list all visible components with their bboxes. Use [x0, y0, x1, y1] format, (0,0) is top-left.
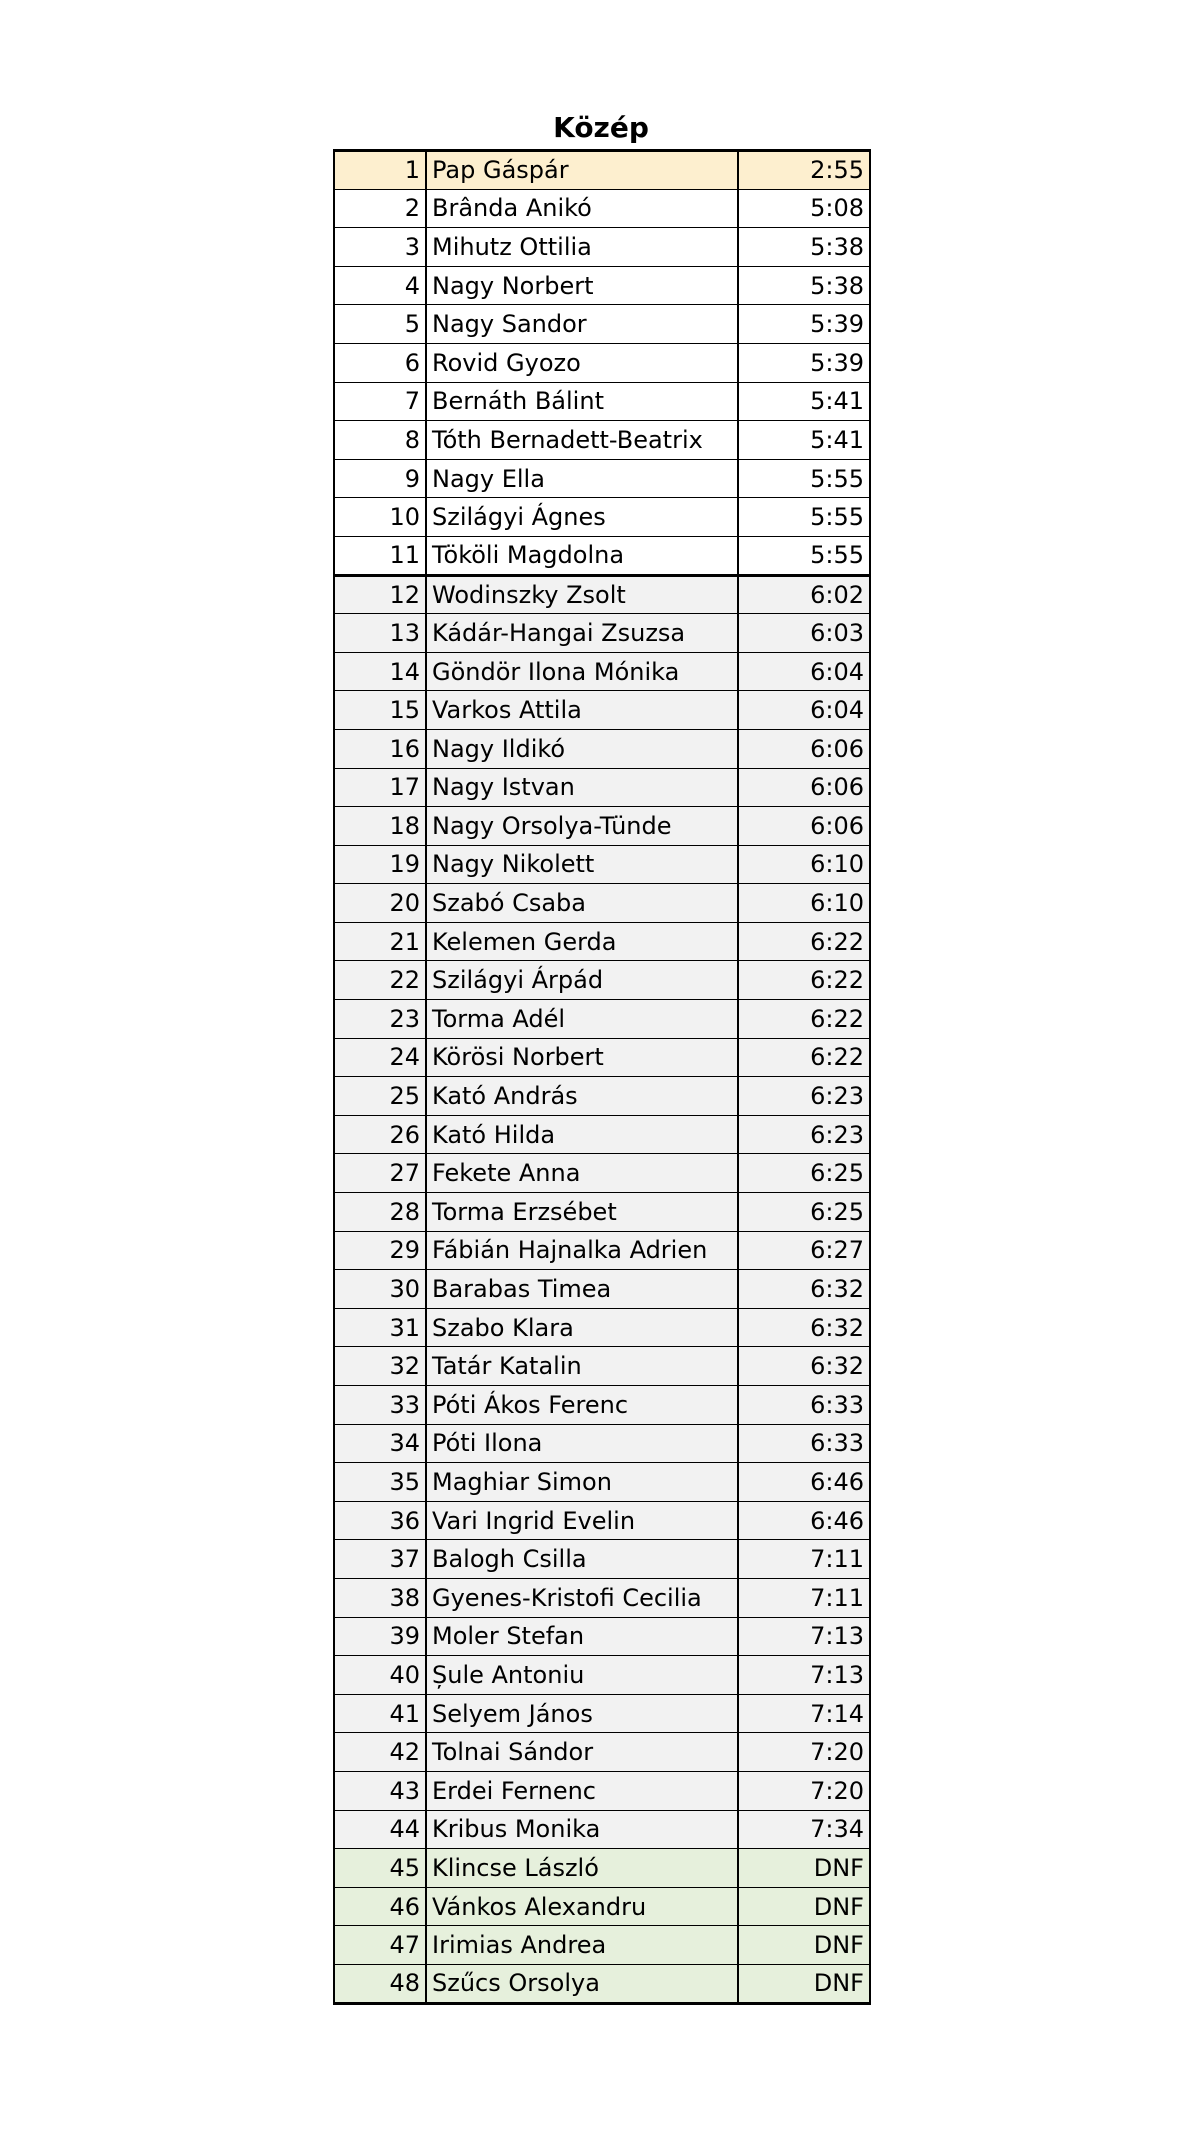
rank-cell: 41 — [334, 1694, 426, 1733]
name-cell: Vánkos Alexandru — [426, 1887, 738, 1926]
name-cell: Göndör Ilona Mónika — [426, 652, 738, 691]
time-cell: 6:06 — [738, 807, 870, 846]
time-cell: 6:10 — [738, 845, 870, 884]
name-cell: Gyenes-Kristofi Cecilia — [426, 1578, 738, 1617]
name-cell: Póti Ákos Ferenc — [426, 1386, 738, 1425]
time-cell: 6:46 — [738, 1463, 870, 1502]
rank-cell: 43 — [334, 1771, 426, 1810]
name-cell: Irimias Andrea — [426, 1926, 738, 1965]
rank-cell: 3 — [334, 228, 426, 267]
rank-cell: 2 — [334, 189, 426, 228]
time-cell: 5:08 — [738, 189, 870, 228]
rank-cell: 28 — [334, 1193, 426, 1232]
time-cell: 5:39 — [738, 305, 870, 344]
time-cell: 6:04 — [738, 691, 870, 730]
table-row — [334, 575, 870, 614]
rank-cell: 35 — [334, 1463, 426, 1502]
name-cell: Kató Hilda — [426, 1115, 738, 1154]
time-cell: 5:38 — [738, 266, 870, 305]
rank-cell: 39 — [334, 1617, 426, 1656]
rank-cell: 46 — [334, 1887, 426, 1926]
rank-cell: 8 — [334, 421, 426, 460]
table-row — [334, 151, 870, 190]
table-row — [334, 1617, 870, 1656]
time-cell: 7:11 — [738, 1578, 870, 1617]
name-cell: Torma Erzsébet — [426, 1193, 738, 1232]
rank-cell: 45 — [334, 1849, 426, 1888]
table-row — [334, 884, 870, 923]
name-cell: Nagy Istvan — [426, 768, 738, 807]
rank-cell: 9 — [334, 459, 426, 498]
table-row — [334, 1926, 870, 1965]
name-cell: Mihutz Ottilia — [426, 228, 738, 267]
table-row — [334, 922, 870, 961]
rank-cell: 20 — [334, 884, 426, 923]
table-row — [334, 1849, 870, 1888]
name-cell: Szilágyi Ágnes — [426, 498, 738, 537]
name-cell: Kádár-Hangai Zsuzsa — [426, 614, 738, 653]
table-row — [334, 1115, 870, 1154]
time-cell: 7:14 — [738, 1694, 870, 1733]
name-cell: Póti Ilona — [426, 1424, 738, 1463]
table-row — [334, 1540, 870, 1579]
rank-cell: 13 — [334, 614, 426, 653]
name-cell: Tóth Bernadett-Beatrix — [426, 421, 738, 460]
table-row — [334, 807, 870, 846]
time-cell: 6:06 — [738, 729, 870, 768]
time-cell: DNF — [738, 1926, 870, 1965]
time-cell: 6:22 — [738, 922, 870, 961]
name-cell: Szabo Klara — [426, 1308, 738, 1347]
name-cell: Kató András — [426, 1077, 738, 1116]
table-row — [334, 536, 870, 575]
table-row — [334, 343, 870, 382]
time-cell: 5:41 — [738, 382, 870, 421]
table-row — [334, 1463, 870, 1502]
name-cell: Szabó Csaba — [426, 884, 738, 923]
rank-cell: 18 — [334, 807, 426, 846]
time-cell: 6:32 — [738, 1308, 870, 1347]
name-cell: Maghiar Simon — [426, 1463, 738, 1502]
table-row — [334, 1347, 870, 1386]
rank-cell: 5 — [334, 305, 426, 344]
time-cell: 5:55 — [738, 459, 870, 498]
rank-cell: 31 — [334, 1308, 426, 1347]
table-row — [334, 652, 870, 691]
table-row — [334, 729, 870, 768]
time-cell: 2:55 — [738, 151, 870, 190]
time-cell: 6:46 — [738, 1501, 870, 1540]
name-cell: Körösi Norbert — [426, 1038, 738, 1077]
name-cell: Brânda Anikó — [426, 189, 738, 228]
name-cell: Vari Ingrid Evelin — [426, 1501, 738, 1540]
rank-cell: 27 — [334, 1154, 426, 1193]
time-cell: 5:55 — [738, 498, 870, 537]
time-cell: 6:33 — [738, 1386, 870, 1425]
name-cell: Șule Antoniu — [426, 1656, 738, 1695]
table-row — [334, 421, 870, 460]
time-cell: 6:22 — [738, 961, 870, 1000]
table-row — [334, 1771, 870, 1810]
table-row — [334, 498, 870, 537]
page-title: Közép — [553, 111, 649, 144]
name-cell: Nagy Ildikó — [426, 729, 738, 768]
table-row — [334, 1887, 870, 1926]
name-cell: Bernáth Bálint — [426, 382, 738, 421]
table-row — [334, 961, 870, 1000]
time-cell: 6:06 — [738, 768, 870, 807]
name-cell: Klincse László — [426, 1849, 738, 1888]
time-cell: DNF — [738, 1849, 870, 1888]
name-cell: Barabas Timea — [426, 1270, 738, 1309]
name-cell: Tököli Magdolna — [426, 536, 738, 575]
rank-cell: 29 — [334, 1231, 426, 1270]
rank-cell: 14 — [334, 652, 426, 691]
rank-cell: 30 — [334, 1270, 426, 1309]
rank-cell: 12 — [334, 575, 426, 614]
name-cell: Erdei Fernenc — [426, 1771, 738, 1810]
rank-cell: 19 — [334, 845, 426, 884]
table-row — [334, 1231, 870, 1270]
rank-cell: 10 — [334, 498, 426, 537]
table-row — [334, 1077, 870, 1116]
name-cell: Fekete Anna — [426, 1154, 738, 1193]
rank-cell: 21 — [334, 922, 426, 961]
name-cell: Tatár Katalin — [426, 1347, 738, 1386]
time-cell: 7:34 — [738, 1810, 870, 1849]
time-cell: DNF — [738, 1887, 870, 1926]
rank-cell: 1 — [334, 151, 426, 190]
table-row — [334, 228, 870, 267]
rank-cell: 47 — [334, 1926, 426, 1965]
table-row — [334, 1501, 870, 1540]
name-cell: Nagy Sandor — [426, 305, 738, 344]
rank-cell: 7 — [334, 382, 426, 421]
time-cell: 6:27 — [738, 1231, 870, 1270]
rank-cell: 26 — [334, 1115, 426, 1154]
time-cell: 6:22 — [738, 1038, 870, 1077]
name-cell: Selyem János — [426, 1694, 738, 1733]
rank-cell: 17 — [334, 768, 426, 807]
name-cell: Balogh Csilla — [426, 1540, 738, 1579]
time-cell: 6:04 — [738, 652, 870, 691]
name-cell: Nagy Nikolett — [426, 845, 738, 884]
name-cell: Nagy Ella — [426, 459, 738, 498]
time-cell: 6:32 — [738, 1270, 870, 1309]
rank-cell: 33 — [334, 1386, 426, 1425]
results-table — [333, 149, 871, 2005]
table-row — [334, 1810, 870, 1849]
table-row — [334, 1038, 870, 1077]
time-cell: 6:33 — [738, 1424, 870, 1463]
table-row — [334, 1656, 870, 1695]
time-cell: 6:25 — [738, 1154, 870, 1193]
table-row — [334, 382, 870, 421]
time-cell: 7:13 — [738, 1617, 870, 1656]
rank-cell: 23 — [334, 1000, 426, 1039]
time-cell: 6:22 — [738, 1000, 870, 1039]
time-cell: 6:23 — [738, 1115, 870, 1154]
table-row — [334, 189, 870, 228]
rank-cell: 48 — [334, 1964, 426, 2003]
table-row — [334, 1270, 870, 1309]
name-cell: Torma Adél — [426, 1000, 738, 1039]
table-row — [334, 1964, 870, 2003]
name-cell: Varkos Attila — [426, 691, 738, 730]
time-cell: 6:10 — [738, 884, 870, 923]
name-cell: Wodinszky Zsolt — [426, 575, 738, 614]
rank-cell: 36 — [334, 1501, 426, 1540]
rank-cell: 15 — [334, 691, 426, 730]
time-cell: 6:03 — [738, 614, 870, 653]
table-row — [334, 1424, 870, 1463]
rank-cell: 37 — [334, 1540, 426, 1579]
time-cell: 7:20 — [738, 1771, 870, 1810]
name-cell: Fábián Hajnalka Adrien — [426, 1231, 738, 1270]
name-cell: Moler Stefan — [426, 1617, 738, 1656]
name-cell: Pap Gáspár — [426, 151, 738, 190]
time-cell: 5:38 — [738, 228, 870, 267]
name-cell: Szűcs Orsolya — [426, 1964, 738, 2003]
rank-cell: 38 — [334, 1578, 426, 1617]
rank-cell: 22 — [334, 961, 426, 1000]
time-cell: 5:55 — [738, 536, 870, 575]
rank-cell: 6 — [334, 343, 426, 382]
rank-cell: 40 — [334, 1656, 426, 1695]
rank-cell: 44 — [334, 1810, 426, 1849]
time-cell: 6:23 — [738, 1077, 870, 1116]
rank-cell: 25 — [334, 1077, 426, 1116]
table-row — [334, 768, 870, 807]
table-row — [334, 1193, 870, 1232]
time-cell: 7:13 — [738, 1656, 870, 1695]
time-cell: DNF — [738, 1964, 870, 2003]
table-row — [334, 614, 870, 653]
table-row — [334, 1694, 870, 1733]
time-cell: 7:20 — [738, 1733, 870, 1772]
table-row — [334, 1308, 870, 1347]
table-row — [334, 305, 870, 344]
name-cell: Tolnai Sándor — [426, 1733, 738, 1772]
name-cell: Kribus Monika — [426, 1810, 738, 1849]
time-cell: 5:39 — [738, 343, 870, 382]
rank-cell: 24 — [334, 1038, 426, 1077]
rank-cell: 42 — [334, 1733, 426, 1772]
table-row — [334, 1578, 870, 1617]
name-cell: Kelemen Gerda — [426, 922, 738, 961]
time-cell: 6:25 — [738, 1193, 870, 1232]
rank-cell: 11 — [334, 536, 426, 575]
name-cell: Rovid Gyozo — [426, 343, 738, 382]
name-cell: Nagy Norbert — [426, 266, 738, 305]
time-cell: 6:02 — [738, 575, 870, 614]
rank-cell: 4 — [334, 266, 426, 305]
table-row — [334, 691, 870, 730]
name-cell: Nagy Orsolya-Tünde — [426, 807, 738, 846]
table-row — [334, 1154, 870, 1193]
rank-cell: 16 — [334, 729, 426, 768]
table-row — [334, 1000, 870, 1039]
table-row — [334, 1733, 870, 1772]
time-cell: 7:11 — [738, 1540, 870, 1579]
table-row — [334, 845, 870, 884]
table-row — [334, 459, 870, 498]
table-row — [334, 1386, 870, 1425]
results-table-body — [334, 151, 870, 2004]
time-cell: 5:41 — [738, 421, 870, 460]
time-cell: 6:32 — [738, 1347, 870, 1386]
rank-cell: 32 — [334, 1347, 426, 1386]
table-row — [334, 266, 870, 305]
name-cell: Szilágyi Árpád — [426, 961, 738, 1000]
rank-cell: 34 — [334, 1424, 426, 1463]
